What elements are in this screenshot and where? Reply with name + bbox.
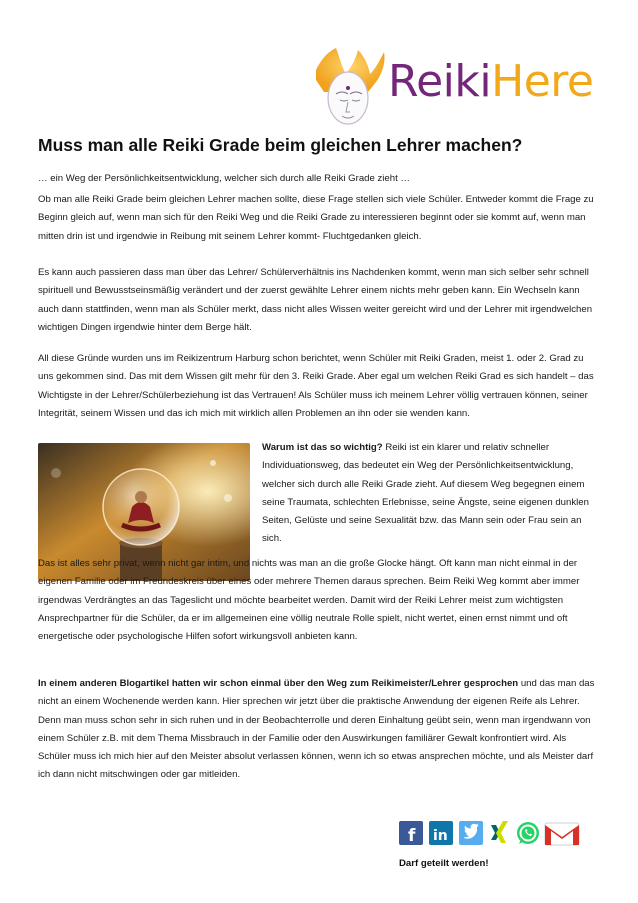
logo-part-reiki: Reiki [388,56,492,107]
intro-paragraph: … ein Weg der Persönlichkeitsentwicklung, welcher sich durch alle Reiki Grade zieht … [38,173,411,184]
share-bar [399,819,591,847]
svg-text:in: in [433,828,448,844]
share-caption: Darf geteilt werden! [399,858,489,869]
paragraph-3: All diese Gründe wurden uns im Reikizentrum Harburg schon berichtet, wenn Schüler mit Reiki Graden, meist 1. oder 2. Grad zu uns gekommen sind. Das mit dem Wissen gilt mehr für den 3. Reiki Grade. Aber egal um welchen Reiki Grad es sich handelt – das Wichtigste in der Lehrer/Schülerbeziehung ist das Vertrauen! Als Schüler muss ich meinem Lehrer völlig vertrauen können, seiner Integrität, seinem Wissen und das ich mich mit wirklich allen Problemen an ihn oder sie wenden kann. [38,353,594,419]
page-title: Muss man alle Reiki Grade beim gleichen Lehrer machen? [38,135,523,155]
paragraph-2: Es kann auch passieren dass man über das Lehrer/ Schülerverhältnis ins Nachdenken kommt, wenn man sich selber sehr schnell spirituell und Bewusstseinsmäßig verändert und der zuerst gewählte Lehrer einem nichts mehr geben kann. Ein Wechseln kann auch dann stattfinden, wenn man als Schüler merkt, dass nicht alles Wissen weiter gereicht wird und der Lehrer mit irgendwelchen wichtigen Dingen irgendwie hinter dem Berge hält. [38,267,593,333]
paragraph-1: Ob man alle Reiki Grade beim gleichen Lehrer machen sollte, diese Frage stellen sich viele Schüler. Entweder kommt die Frage zu Beginn gleich auf, wenn man sich für den Reiki Weg und die Reiki Grade zu interessieren beginnt oder sie kommt auf, wenn man mitten drin ist und irgendwie in Reibung mit seinem Lehrer kommt- Fluchtgedanken gleich. [38,194,594,242]
xing-icon[interactable] [491,821,508,843]
paragraph-4-text: Reiki ist ein klarer und relativ schneller Individuationsweg, das bedeutet ein Weg der Persönlichkeitsentwicklung, welcher sich durch alle Reiki Grade zieht. Auf diesem Weg begegnen einem seine Traumata, schlechten Erlebnisse, seine Ängste, seine eigenen dunklen Seiten, Gelüste und seine Sexualität bzw. das Mann sein oder Frau sein an sich. [262,442,589,545]
facebook-icon[interactable] [399,821,423,846]
linkedin-icon[interactable] [429,821,453,845]
logo-part-here: Here [491,56,594,107]
twitter-icon[interactable] [459,821,483,845]
whatsapp-icon[interactable] [517,822,539,844]
svg-text:f: f [408,826,416,846]
paragraph-6 [38,675,598,785]
paragraph-6-text: und das man das nicht an einem Wochenende werden kann. Hier sprechen wir jetzt über die praktische Anwendung der eigenen Reife als Lehrer. Denn man muss schon sehr in sich ruhen und in der Beobachterrolle und deren Einhaltung geübt sein, wenn man irgendwann von einem Schüler z.B. mit dem Thema Missbrauch in der Familie oder den Auswirkungen familiärer Gewalt konfrontiert wird. Als Schüler muss ich mich hier auf den Meister absolut verlassen können, wenn ich so etwas ansprechen möchte, und als Meister darf ich dann nicht mitschwingen oder gar mitleiden. [38,678,595,781]
logo-wordmark[interactable] [388,56,593,108]
paragraph-5: Das ist alles sehr privat, wenn nicht gar intim, und nichts was man an die große Glocke hängt. Oft kann man nicht einmal in der eigenen Familie oder im Freundeskreis über eines oder mehrere Themen daraus sprechen. Beim Reiki Weg kommt aber immer irgendwas Verdrängtes an das Tageslicht und möchte bearbeitet werden. Damit wird der Reiki Lehrer meist zum wichtigsten Ansprechpartner für die Schüler, da er im allgemeinen eine völlig neutrale Rolle spielt, nicht wertet, einen ernst nimmt und oft energetische oder psychologische Hilfen sofort wirkungsvoll anbieten kann. [38,558,580,643]
blog-article-link[interactable]: In einem anderen Blogartikel hatten wir schon einmal über den Weg zum Reikimeister/Lehrer gesprochen [38,678,519,689]
gmail-icon[interactable] [545,823,579,845]
paragraph-4 [262,439,602,549]
paragraph-4-lead: Warum ist das so wichtig? [262,442,383,453]
